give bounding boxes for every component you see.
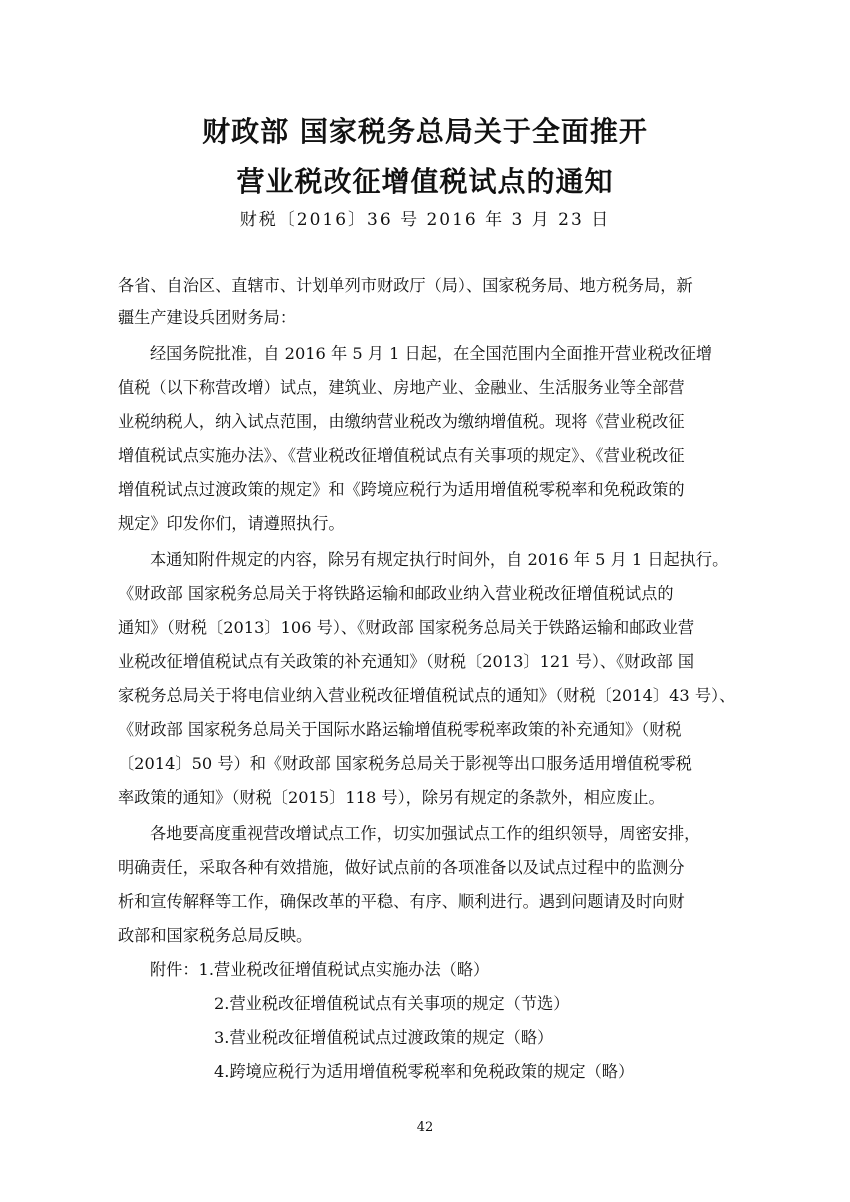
paragraph-line: 〔2014〕50 号）和《财政部 国家税务总局关于影视等出口服务适用增值税零税: [118, 754, 692, 773]
paragraph-line: 业税改征增值税试点有关政策的补充通知》（财税〔2013〕121 号）、《财政部 国: [118, 652, 695, 671]
title-line-2: 营业税改征增值税试点的通知: [236, 165, 614, 198]
paragraph-line: 经国务院批准，自 2016 年 5 月 1 日起，在全国范围内全面推开营业税改征增: [150, 344, 713, 363]
page-number: 42: [416, 1120, 434, 1135]
paragraph-line: 《财政部 国家税务总局关于将铁路运输和邮政业纳入营业税改征增值税试点的: [118, 584, 674, 603]
paragraph-line: 政部和国家税务总局反映。: [118, 926, 313, 945]
attachment-item-1: 附件：1.营业税改征增值税试点实施办法（略）: [150, 960, 490, 979]
paragraph-line: 本通知附件规定的内容，除另有规定执行时间外，自 2016 年 5 月 1 日起执行。: [150, 550, 729, 569]
paragraph-line: 规定》印发你们，请遵照执行。: [118, 514, 345, 533]
paragraph-line: 增值税试点过渡政策的规定》和《跨境应税行为适用增值税零税率和免税政策的: [118, 480, 685, 499]
paragraph-line: 业税纳税人，纳入试点范围，由缴纳营业税改为缴纳增值税。现将《营业税改征: [118, 412, 685, 431]
paragraph-line: 率政策的通知》（财税〔2015〕118 号），除另有规定的条款外，相应废止。: [118, 788, 665, 807]
paragraph-line: 析和宣传解释等工作，确保改革的平稳、有序、顺利进行。遇到问题请及时向财: [118, 892, 685, 911]
title-line-1: 财政部 国家税务总局关于全面推开: [202, 115, 648, 148]
paragraph-line: 《财政部 国家税务总局关于国际水路运输增值税零税率政策的补充通知》（财税: [118, 720, 682, 739]
paragraph-line: 明确责任，采取各种有效措施，做好试点前的各项准备以及试点过程中的监测分: [118, 858, 685, 877]
attachment-item-4: 4.跨境应税行为适用增值税零税率和免税政策的规定（略）: [214, 1062, 635, 1081]
paragraph-line: 家税务总局关于将电信业纳入营业税改征增值税试点的通知》（财税〔2014〕43 号）、: [118, 686, 736, 705]
attachment-item-3: 3.营业税改征增值税试点过渡政策的规定（略）: [214, 1028, 554, 1047]
addressee-line: 疆生产建设兵团财务局：: [118, 308, 297, 327]
document-number: 财税〔2016〕36 号 2016 年 3 月 23 日: [239, 210, 611, 230]
paragraph-line: 通知》（财税〔2013〕106 号）、《财政部 国家税务总局关于铁路运输和邮政业营: [118, 618, 695, 637]
addressee-line: 各省、自治区、直辖市、计划单列市财政厅（局）、国家税务局、地方税务局，新: [118, 276, 693, 295]
paragraph-line: 增值税试点实施办法》、《营业税改征增值税试点有关事项的规定》、《营业税改征: [118, 446, 685, 465]
attachment-item-2: 2.营业税改征增值税试点有关事项的规定（节选）: [214, 994, 570, 1013]
paragraph-line: 值税（以下称营改增）试点，建筑业、房地产业、金融业、生活服务业等全部营: [118, 378, 685, 397]
paragraph-line: 各地要高度重视营改增试点工作，切实加强试点工作的组织领导，周密安排，: [150, 824, 701, 843]
